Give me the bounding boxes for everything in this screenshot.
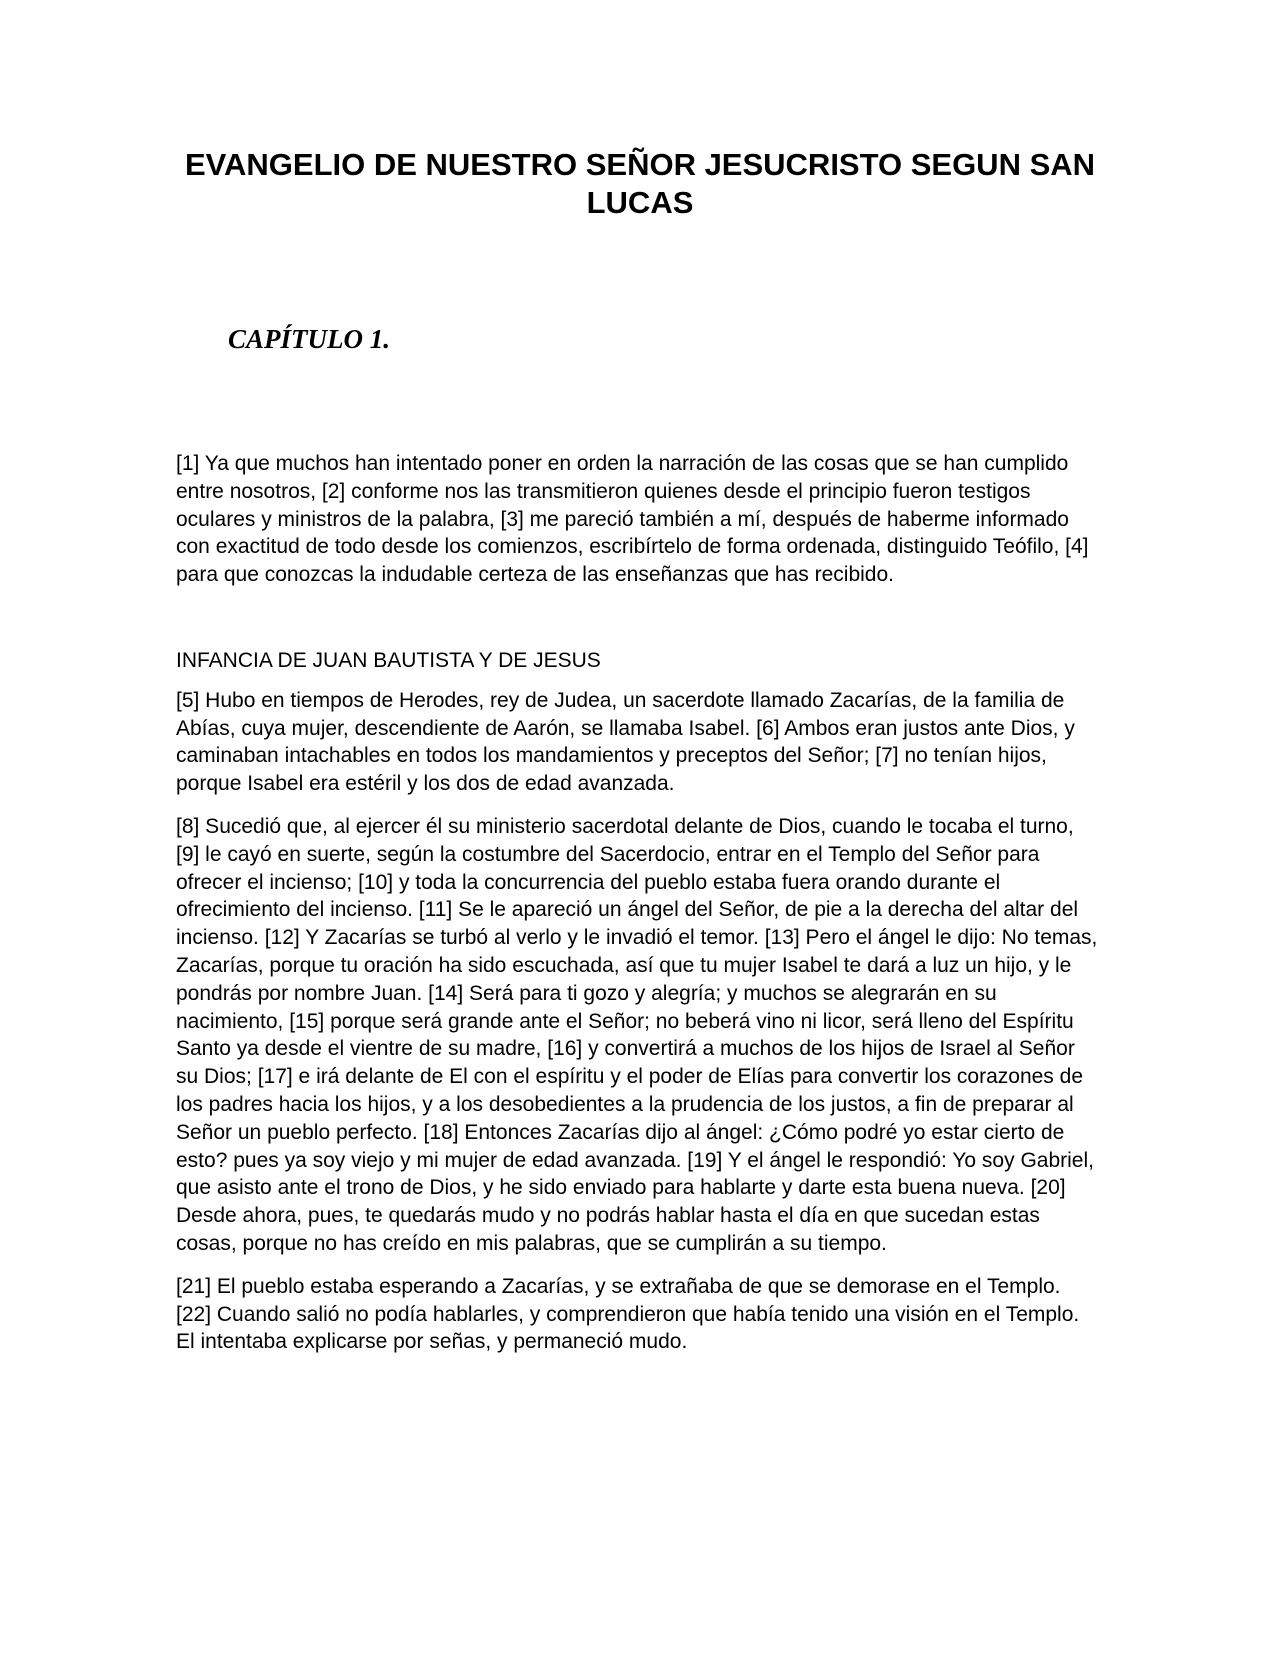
document-title: EVANGELIO DE NUESTRO SEÑOR JESUCRISTO SEGUN SAN LUCAS [184, 147, 1096, 220]
paragraph-verses-21-22: [21] El pueblo estaba esperando a Zacarías, y se extrañaba de que se demorase en el Templo. [22] Cuando salió no podía hablarles, y comprendieron que había tenido una visión en el Templo. El intentaba explicarse por señas, y permaneció mudo. [176, 1274, 1080, 1354]
paragraph-verses-8-20: [8] Sucedió que, al ejercer él su ministerio sacerdotal delante de Dios, cuando le tocaba el turno, [9] le cayó en suerte, según la costumbre del Sacerdocio, entrar en el Templo del Señor para ofrecer el incienso; [10] y toda la concurrencia del pueblo estaba fuera orando durante el ofrecimiento del incienso. [11] Se le apareció un ángel del Señor, de pie a la derecha del altar del incienso. [12] Y Zacarías se turbó al verlo y le invadió el temor. [13] Pero el ángel le dijo: No temas, Zacarías, porque tu oración ha sido escuchada, así que tu mujer Isabel te dará a luz un hijo, y le pondrás por nombre Juan. [14] Será para ti gozo y alegría; y muchos se alegrarán en su nacimiento, [15] porque será grande ante el Señor; no beberá vino ni licor, será lleno del Espíritu Santo ya desde el vientre de su madre, [16] y convertirá a muchos de los hijos de Israel al Señor su Dios; [17] e irá delante de El con el espíritu y el poder de Elías para convertir los corazones de los padres hacia los hijos, y a los desobedientes a la prudencia de los justos, a fin de preparar al Señor un pueblo perfecto. [18] Entonces Zacarías dijo al ángel: ¿Cómo podré yo estar cierto de esto? pues ya soy viejo y mi mujer de edad avanzada. [19] Y el ángel le respondió: Yo soy Gabriel, que asisto ante el trono de Dios, y he sido enviado para hablarte y darte esta buena nueva. [20] Desde ahora, pues, te quedarás mudo y no podrás hablar hasta el día en que sucedan estas cosas, porque no has creído en mis palabras, que se cumplirán a su tiempo. [176, 814, 1098, 1255]
document-body [176, 450, 1101, 1356]
paragraph-verses-5-7: [5] Hubo en tiempos de Herodes, rey de Judea, un sacerdote llamado Zacarías, de la familia de Abías, cuya mujer, descendiente de Aarón, se llamaba Isabel. [6] Ambos eran justos ante Dios, y caminaban intachables en todos los mandamientos y preceptos del Señor; [7] no tenían hijos, porque Isabel era estéril y los dos de edad avanzada. [176, 688, 1075, 796]
section-heading: INFANCIA DE JUAN BAUTISTA Y DE JESUS [176, 648, 601, 672]
chapter-heading: CAPÍTULO 1. [228, 324, 390, 354]
paragraph-intro: [1] Ya que muchos han intentado poner en orden la narración de las cosas que se han cumplido entre nosotros, [2] conforme nos las transmitieron quienes desde el principio fueron testigos oculares y ministros de la palabra, [3] me pareció también a mí, después de haberme informado con exactitud de todo desde los comienzos, escribírtelo de forma ordenada, distinguido Teófilo, [4] para que conozcas la indudable certeza de las enseñanzas que has recibido. [176, 452, 1089, 587]
